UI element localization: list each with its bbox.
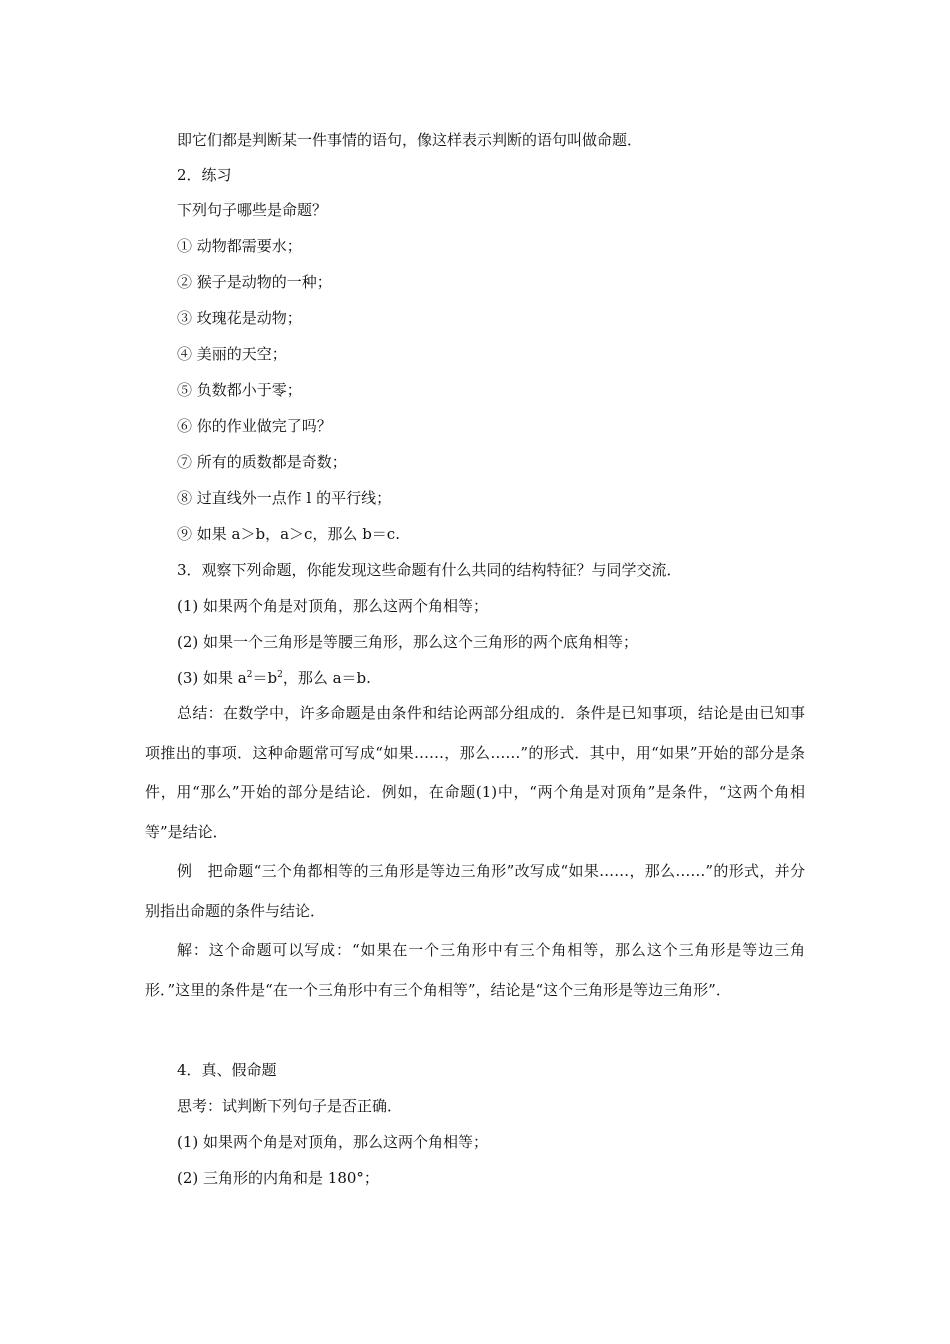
example-paragraph: 例 把命题“三个角都相等的三角形是等边三角形”改写成“如果……，那么……”的形式，并分别指出命题的条件与结论． — [145, 862, 805, 920]
intro-line: 即它们都是判断某一件事情的语句，像这样表示判断的语句叫做命题． — [177, 131, 643, 149]
exercise-item-1: ① 动物都需要水； — [177, 237, 302, 255]
exercise-item-8: ⑧ 过直线外一点作 l 的平行线； — [177, 489, 392, 507]
item-3-middle: ＝b — [252, 669, 278, 687]
item-3-suffix: ，那么 a＝b. — [282, 669, 371, 687]
section-4-item-2: (2) 三角形的内角和是 180°； — [177, 1169, 379, 1187]
section-4-heading: 4．真、假命题 — [177, 1061, 277, 1079]
exercise-item-3: ③ 玫瑰花是动物； — [177, 309, 302, 327]
exercise-question: 下列句子哪些是命题？ — [177, 201, 328, 219]
item-3-prefix: (3) 如果 a — [177, 669, 247, 687]
exercise-item-9: ⑨ 如果 a＞b，a＞c，那么 b＝c. — [177, 525, 400, 543]
item-3-exponent-1: 2 — [246, 670, 253, 680]
section-3-item-2: (2) 如果一个三角形是等腰三角形，那么这个三角形的两个底角相等； — [177, 633, 639, 651]
section-2-heading: 2．练习 — [177, 166, 232, 184]
section-3-item-1: (1) 如果两个角是对顶角，那么这两个角相等； — [177, 597, 489, 615]
item-3-exponent-2: 2 — [277, 670, 283, 680]
summary-paragraph: 总结：在数学中，许多命题是由条件和结论两部分组成的．条件是已知事项，结论是由已知事项推出的事项．这种命题常可写成“如果……，那么……”的形式．其中，用“如果”开始的部分是条件，用“那么”开始的部分是结论．例如，在命题(1)中，“两个角是对顶角”是条件，“这两个角相等”是结论． — [145, 704, 805, 841]
exercise-item-5: ⑤ 负数都小于零； — [177, 381, 302, 399]
section-4-item-1: (1) 如果两个角是对顶角，那么这两个角相等； — [177, 1133, 489, 1151]
section-3-item-3 — [177, 668, 371, 688]
exercise-item-7: ⑦ 所有的质数都是奇数； — [177, 453, 347, 471]
exercise-item-6: ⑥ 你的作业做完了吗？ — [177, 417, 332, 435]
think-prompt: 思考：试判断下列句子是否正确． — [177, 1097, 403, 1115]
exercise-item-4: ④ 美丽的天空； — [177, 345, 287, 363]
solution-paragraph: 解：这个命题可以写成：“如果在一个三角形中有三个角相等，那么这个三角形是等边三角形．”这里的条件是“在一个三角形中有三个角相等”，结论是“这个三角形是等边三角形”． — [145, 941, 805, 999]
section-3-heading: 3．观察下列命题，你能发现这些命题有什么共同的结构特征？与同学交流． — [177, 561, 682, 579]
exercise-item-2: ② 猴子是动物的一种； — [177, 273, 332, 291]
